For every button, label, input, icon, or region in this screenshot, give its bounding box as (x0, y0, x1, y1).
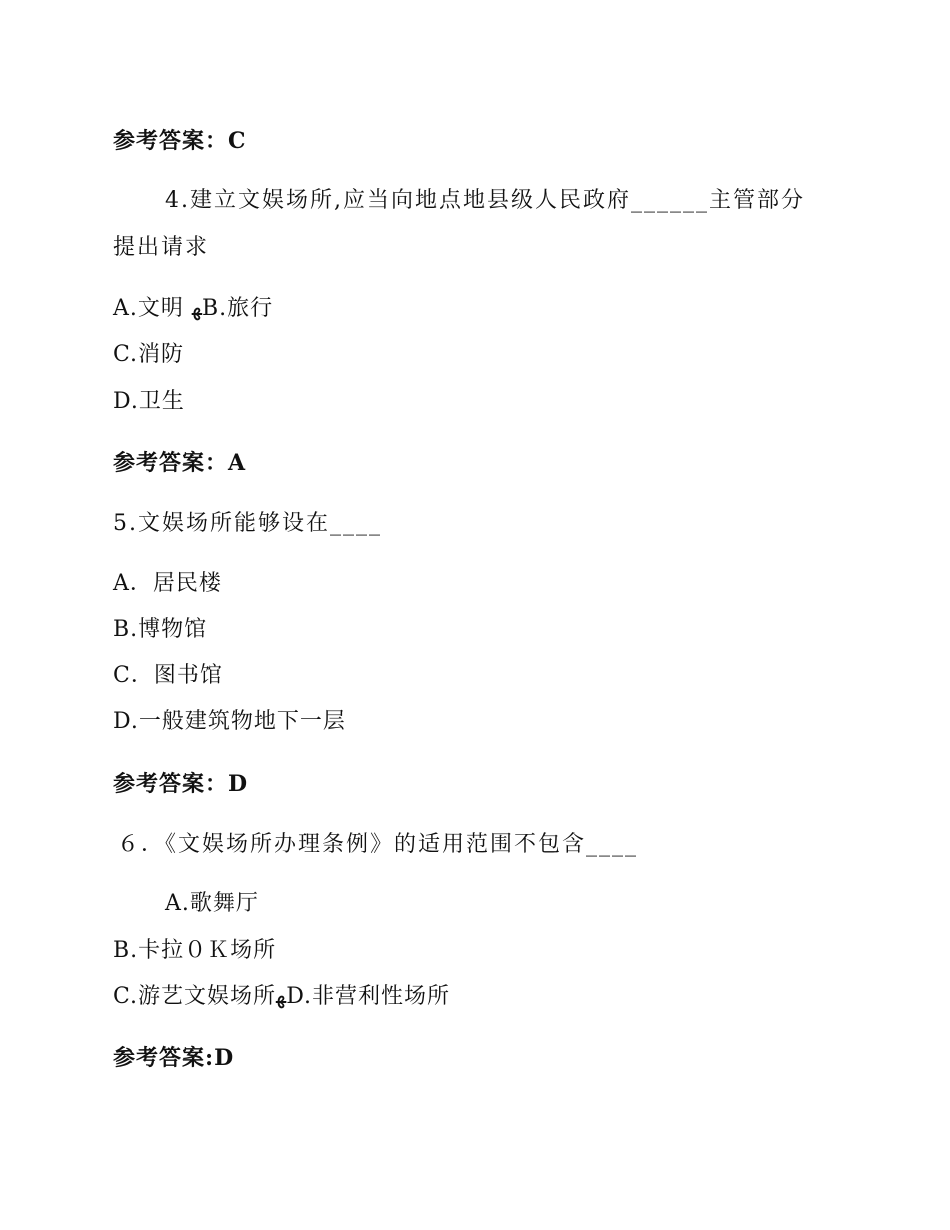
answer-question-5: 参考答案：D (113, 771, 249, 797)
answer-previous: 参考答案：C (113, 128, 247, 154)
question-6-option-cd: C.游艺文娱场所ﻬD.非营利性场所 (113, 984, 451, 1009)
question-5-option-c: C．图书馆 (113, 663, 223, 688)
question-4-option-c: C.消防 (113, 342, 185, 367)
question-5-option-a: A．居民楼 (113, 571, 222, 596)
question-4-stem-line1: 4.建立文娱场所,应当向地点地县级人民政府______主管部分 (165, 188, 805, 213)
question-6-option-a: A.歌舞厅 (165, 891, 259, 916)
question-4-stem-line2: 提出请求 (113, 235, 210, 260)
question-4-option-d: D.卫生 (113, 389, 185, 414)
question-5-option-d: D.一般建筑物地下一层 (113, 709, 346, 734)
question-6-stem: ６．《文娱场所办理条例》的适用范围不包含____ (117, 832, 639, 857)
question-4-option-ab: A.文明 ﻬB.旅行 (113, 296, 274, 321)
question-5-stem: 5.文娱场所能够设在____ (113, 511, 382, 536)
answer-question-6: 参考答案:D (113, 1045, 235, 1071)
answer-question-4: 参考答案：A (113, 450, 247, 476)
question-5-option-b: B.博物馆 (113, 617, 208, 642)
question-6-option-b: B.卡拉０Ｋ场所 (113, 938, 277, 963)
